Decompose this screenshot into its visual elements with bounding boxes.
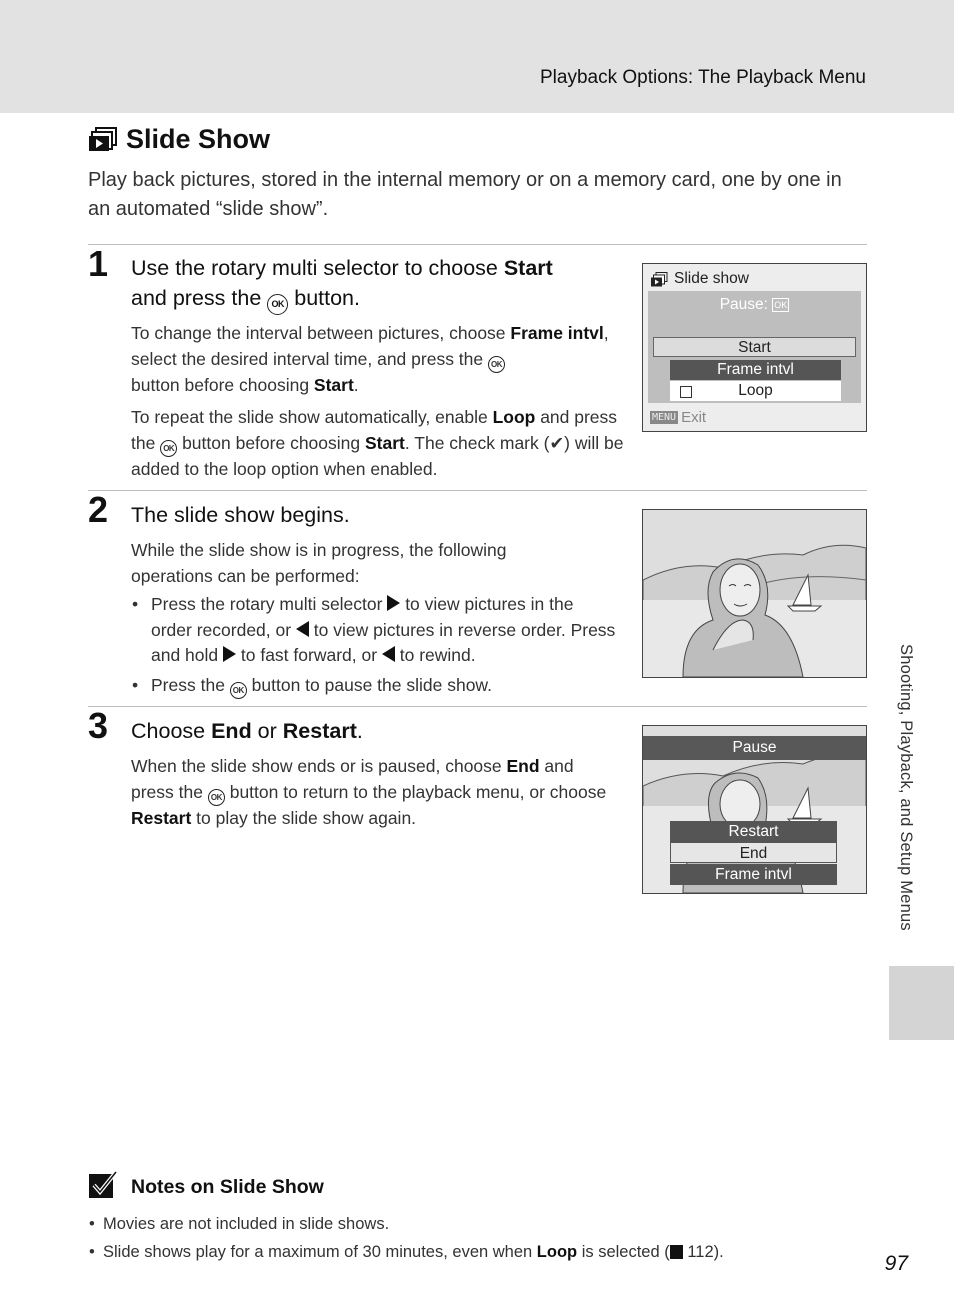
notes-list [88, 1210, 724, 1266]
text: ) will be added to the loop option when enabled. [131, 432, 624, 479]
menu-item-restart[interactable]: Restart [670, 821, 837, 842]
text: button. [288, 286, 360, 310]
menu-item-frame-intvl[interactable]: Frame intvl [670, 864, 837, 885]
slide-show-icon [651, 272, 668, 287]
text: button to return to the playback menu, or choose [224, 781, 607, 802]
text: To repeat the slide show automatically, enable [131, 407, 493, 427]
ok-button-icon: OK [160, 440, 177, 457]
step2-para1: While the slide show is in progress, the following operations can be performed: [131, 540, 507, 586]
text: Slide shows play for a maximum of 30 minutes, even when [103, 1243, 537, 1261]
text: . The check mark ( [404, 432, 550, 453]
step2-heading: The slide show begins. [131, 503, 350, 527]
section-title-text: Slide Show [126, 124, 271, 154]
chapter-tab [889, 966, 954, 1040]
ok-button-icon: OK [208, 789, 225, 806]
screen-title [651, 270, 749, 288]
divider [88, 490, 867, 491]
running-header: Playback Options: The Playback Menu [540, 67, 866, 88]
bold-end: End [211, 719, 252, 743]
ok-button-icon: OK [488, 356, 505, 373]
loop-checkbox[interactable] [680, 386, 692, 398]
pause-label [648, 296, 861, 314]
text: Use the rotary multi selector to choose [131, 256, 504, 280]
text: to rewind. [394, 645, 476, 665]
divider [88, 706, 867, 707]
list-item [131, 673, 616, 699]
section-title [88, 124, 270, 155]
step3-para1 [131, 754, 611, 831]
page-reference-icon [670, 1245, 683, 1259]
step2-bullets [131, 592, 616, 703]
portrait-photo-illustration [643, 510, 866, 677]
text: to play the slide show again. [191, 807, 417, 828]
left-arrow-icon [296, 621, 309, 637]
text: to view pictures in the order recorded, or [151, 594, 574, 640]
text: When the slide show ends or is paused, choose [131, 756, 507, 776]
menu-button-icon: MENU [652, 412, 677, 423]
step-number-3: 3 [88, 705, 109, 746]
text: Press the rotary multi selector [151, 594, 388, 614]
bold-start: Start [503, 256, 553, 280]
text: to view pictures in reverse order. Press and hold [151, 619, 616, 665]
pause-text: Pause: [719, 296, 768, 313]
page-number: 97 [884, 1252, 908, 1275]
ok-button-icon: OK [267, 294, 288, 315]
right-arrow-icon [223, 646, 236, 662]
menu-item-loop[interactable] [670, 381, 841, 401]
text: 112). [682, 1243, 724, 1261]
menu-item-end[interactable]: End [670, 842, 837, 863]
bold-end: End [506, 756, 540, 776]
bold-frame-intvl: Frame intvl [510, 323, 604, 343]
list-item: • Movies are not included in slide shows. [88, 1210, 724, 1238]
bold-start: Start [364, 432, 405, 453]
header-band [0, 0, 954, 113]
bold-start: Start [313, 374, 354, 395]
left-arrow-icon [382, 646, 395, 662]
text: and press the [131, 407, 618, 453]
step1-heading [131, 253, 611, 315]
step1-para1 [131, 321, 621, 398]
menu-panel [648, 291, 861, 403]
text: is selected ( [577, 1243, 670, 1261]
exit-label: Exit [681, 409, 707, 426]
slide-show-icon [88, 127, 118, 153]
bold-loop: Loop [536, 1243, 578, 1261]
text: and press the [131, 756, 574, 802]
text: or [251, 719, 283, 743]
text: To change the interval between pictures, choose [131, 323, 511, 343]
intro-paragraph: Play back pictures, stored in the internal memory or on a memory card, one by one in an automated “slide show”. [88, 169, 842, 220]
text: button to pause the slide show. [246, 674, 492, 695]
loop-label: Loop [738, 382, 773, 399]
screen-title-text: Slide show [674, 270, 749, 287]
step-number-1: 1 [88, 243, 109, 284]
menu-item-start[interactable]: Start [653, 337, 856, 357]
notes-heading: Notes on Slide Show [131, 1176, 324, 1198]
text: , select the desired interval time, and press the [131, 323, 609, 369]
camera-screen-pause-menu [642, 725, 867, 894]
divider [88, 244, 867, 245]
text: button before choosing [131, 374, 314, 395]
text: to fast forward, or [236, 645, 382, 665]
note-check-icon [88, 1170, 118, 1200]
exit-hint [650, 409, 706, 426]
text: . [356, 719, 363, 743]
bold-restart: Restart [131, 807, 192, 828]
ok-button-icon: OK [230, 682, 247, 699]
step1-para2 [131, 405, 626, 482]
right-arrow-icon [387, 595, 400, 611]
camera-screen-slide-show-menu [642, 263, 867, 432]
list-item [88, 1238, 724, 1266]
text: . [353, 374, 359, 395]
step3-heading [131, 716, 611, 746]
check-mark-glyph: ✔ [549, 432, 565, 453]
bold-loop: Loop [492, 407, 536, 427]
ok-icon: OK [774, 300, 788, 310]
list-item [131, 592, 616, 669]
side-chapter-label: Shooting, Playback, and Setup Menus [897, 644, 915, 931]
camera-screen-photo-playback [642, 509, 867, 678]
step-number-2: 2 [88, 489, 109, 530]
text: Choose [131, 719, 212, 743]
text: Press the [151, 674, 230, 695]
text: and press the [131, 286, 268, 310]
bold-restart: Restart [282, 719, 357, 743]
text: button before choosing [177, 432, 365, 453]
pause-title: Pause [643, 736, 866, 760]
menu-item-frame-intvl[interactable]: Frame intvl [670, 360, 841, 380]
